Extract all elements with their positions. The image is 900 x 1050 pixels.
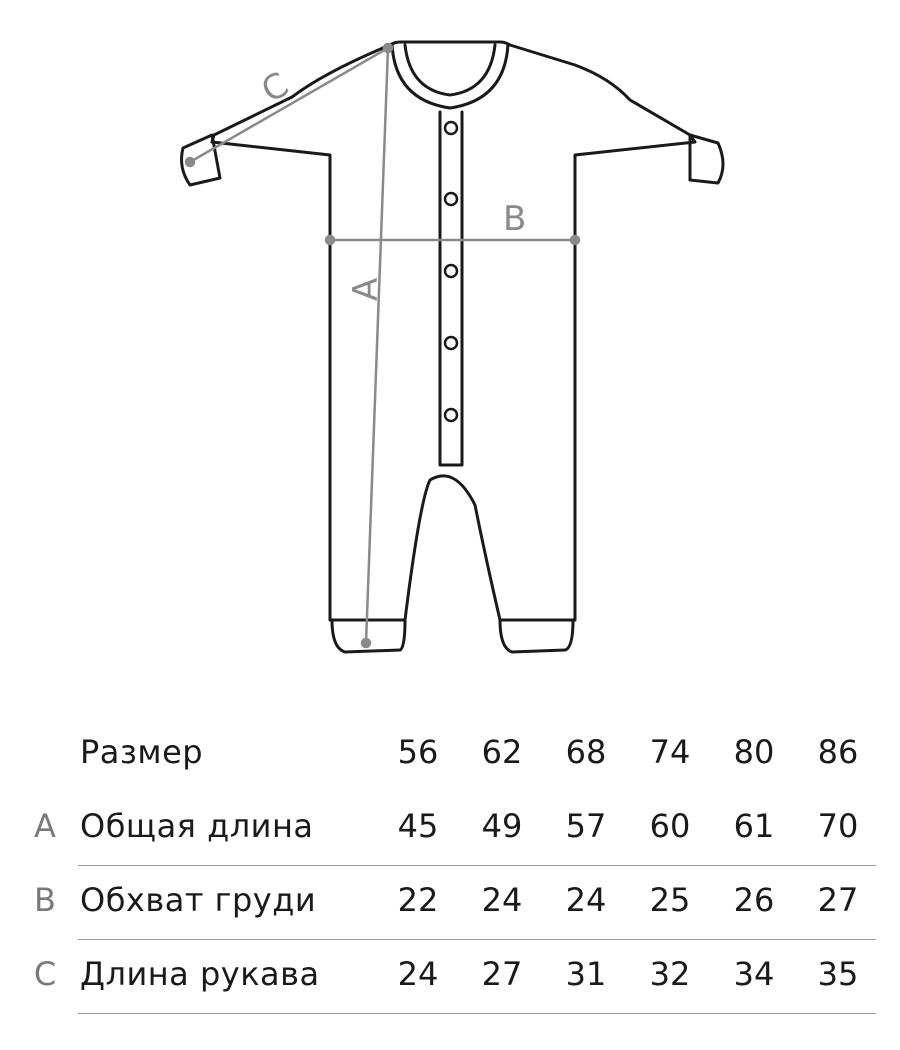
right-leg-cuff <box>500 620 573 652</box>
measure-line-c <box>190 48 388 162</box>
row-divider <box>78 1013 876 1014</box>
row-label: Длина рукава <box>80 955 320 993</box>
table-cell: 25 <box>649 881 691 919</box>
table-cell: 27 <box>481 955 523 993</box>
button-5 <box>445 409 457 421</box>
measure-point-c <box>186 158 194 166</box>
table-row <box>0 791 900 861</box>
table-cell: 35 <box>817 955 859 993</box>
size-header-cell: 74 <box>649 733 691 771</box>
measure-line-a <box>366 48 388 643</box>
table-cell: 22 <box>397 881 439 919</box>
label-c: C <box>254 64 296 112</box>
label-b: B <box>503 199 527 239</box>
table-row <box>0 865 900 935</box>
table-cell: 49 <box>481 807 523 845</box>
measure-point-b-left <box>326 236 334 244</box>
row-letter: A <box>34 807 56 845</box>
measure-point-a <box>362 639 370 647</box>
measure-point-b-right <box>571 236 579 244</box>
size-header-cell: 68 <box>565 733 607 771</box>
buttons <box>445 122 457 421</box>
table-cell: 61 <box>733 807 775 845</box>
table-cell: 70 <box>817 807 859 845</box>
row-letter: C <box>33 955 57 993</box>
row-label: Обхват груди <box>80 881 317 919</box>
collar-inner <box>405 45 495 95</box>
table-cell: 32 <box>649 955 691 993</box>
table-header-row <box>0 717 900 787</box>
table-cell: 24 <box>481 881 523 919</box>
size-header-cell: 62 <box>481 733 523 771</box>
row-letter: B <box>34 881 56 919</box>
size-header-cell: 86 <box>817 733 859 771</box>
collar-outer <box>392 44 508 108</box>
table-cell: 24 <box>565 881 607 919</box>
table-row <box>0 939 900 1009</box>
table-cell: 34 <box>733 955 775 993</box>
size-header-cell: 80 <box>733 733 775 771</box>
size-header-cell: 56 <box>397 733 439 771</box>
table-cell: 60 <box>649 807 691 845</box>
button-2 <box>445 193 457 205</box>
table-cell: 24 <box>397 955 439 993</box>
button-4 <box>445 337 457 349</box>
label-a: A <box>346 277 386 301</box>
size-header-label: Размер <box>80 733 204 771</box>
table-cell: 26 <box>733 881 775 919</box>
measurement-lines <box>186 44 579 647</box>
table-cell: 57 <box>565 807 607 845</box>
button-1 <box>445 122 457 134</box>
table-cell: 27 <box>817 881 859 919</box>
measure-point-top <box>384 44 392 52</box>
table-cell: 31 <box>565 955 607 993</box>
table-cell: 45 <box>397 807 439 845</box>
button-3 <box>445 265 457 277</box>
row-label: Общая длина <box>80 807 314 845</box>
